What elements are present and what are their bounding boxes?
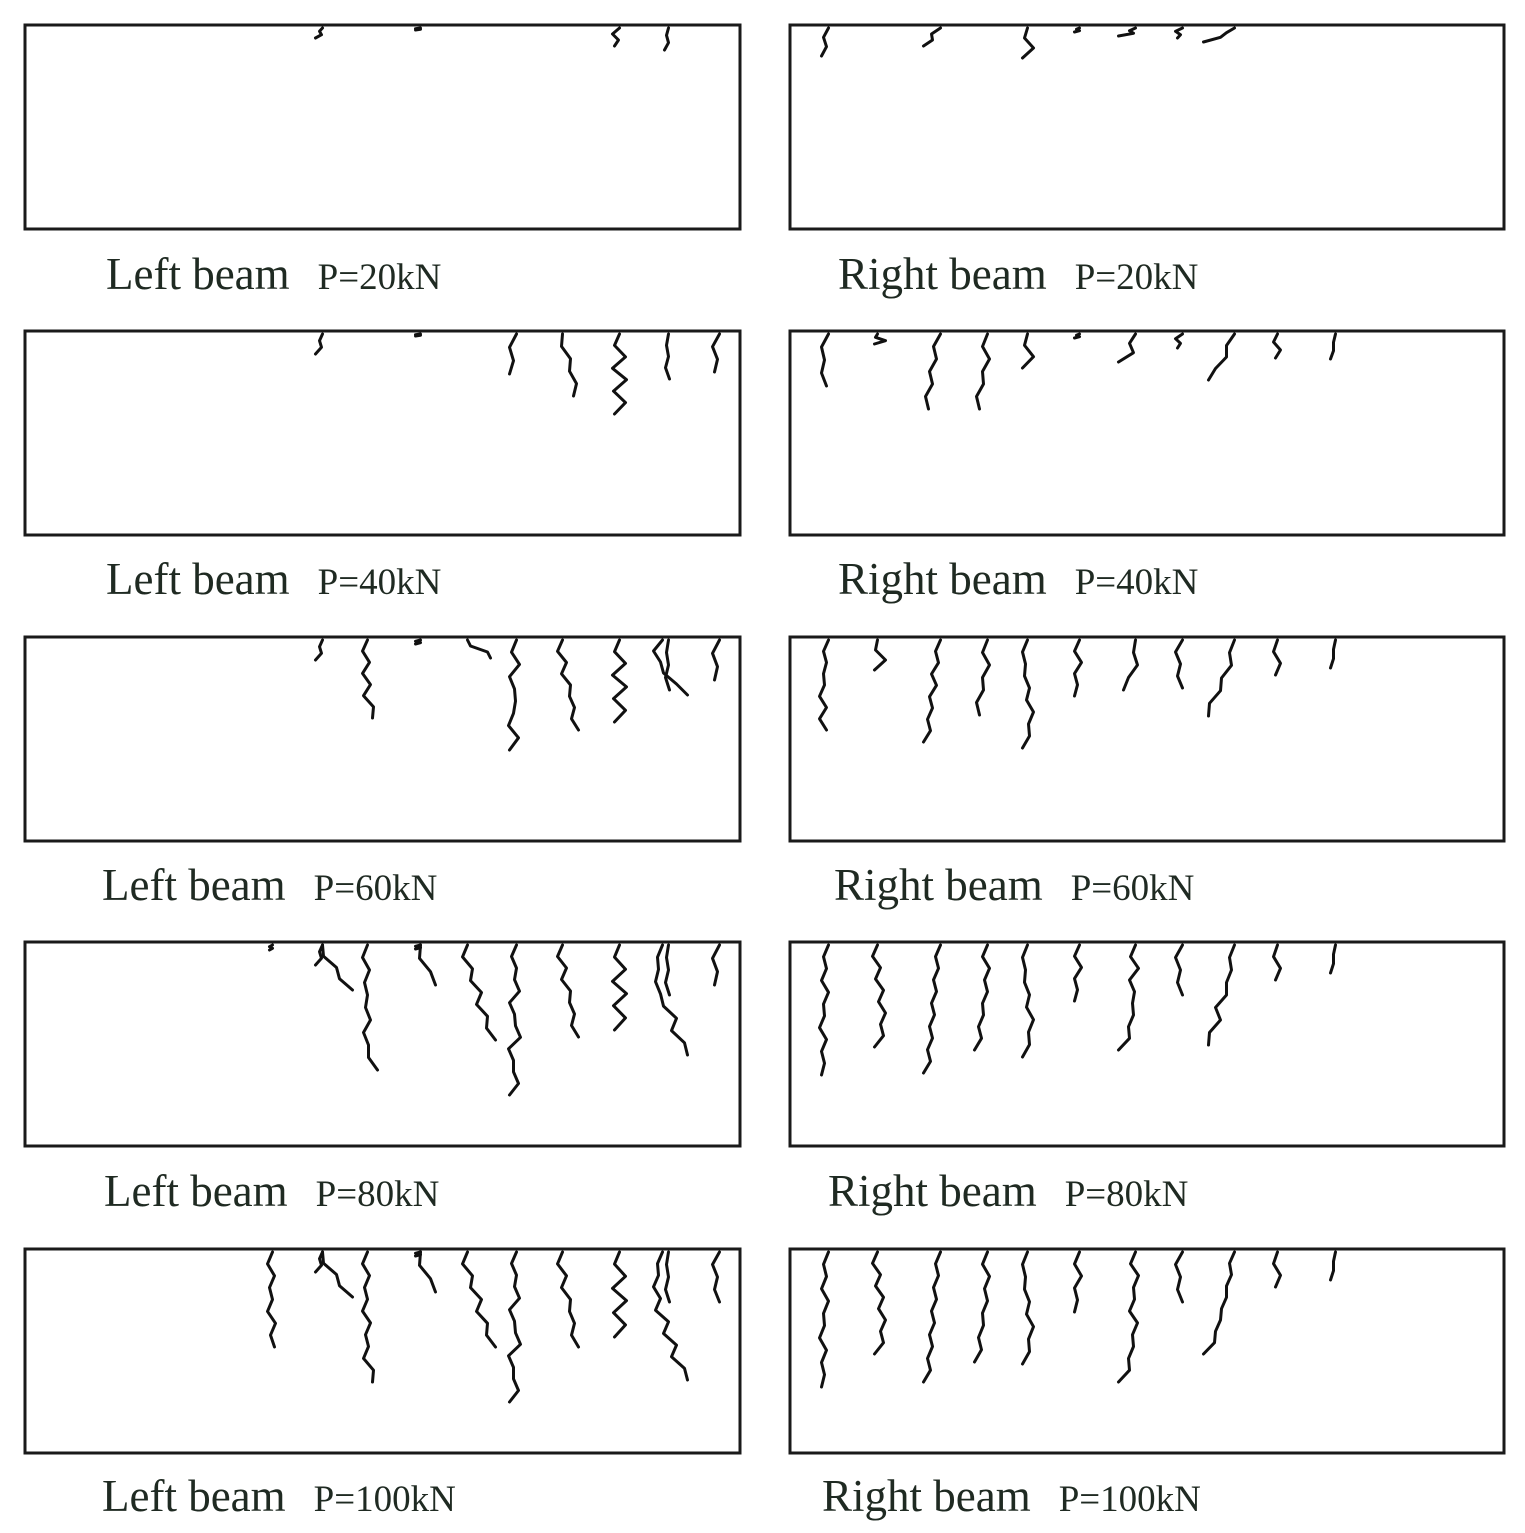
left-crack-1 <box>416 28 421 30</box>
beam-outline <box>25 331 740 535</box>
beam-outline <box>790 637 1504 841</box>
caption-left-100 <box>102 1470 456 1522</box>
caption-left-80 <box>104 1165 439 1217</box>
beam-label: Left beam <box>104 1166 288 1216</box>
caption-left-40 <box>106 553 441 605</box>
load-label: P=40kN <box>317 562 442 603</box>
load-label: P=80kN <box>315 1174 440 1215</box>
left-beam-40kN <box>25 331 740 535</box>
right-beam-40kN <box>790 331 1504 535</box>
right-beam-20kN <box>790 25 1504 229</box>
left-beam-60kN <box>25 637 740 841</box>
beam-label: Right beam <box>822 1471 1031 1521</box>
right-crack-3 <box>1075 334 1080 338</box>
left-crack-1 <box>416 334 421 336</box>
left-crack-1 <box>416 640 421 644</box>
load-label: P=60kN <box>313 868 438 909</box>
load-label: P=20kN <box>317 257 442 298</box>
caption-right-40 <box>838 553 1198 605</box>
beam-outline <box>790 331 1504 535</box>
caption-left-20 <box>106 248 441 300</box>
right-crack-3 <box>1075 28 1080 32</box>
right-beam-60kN <box>790 637 1504 841</box>
beam-outline <box>25 1249 740 1453</box>
beam-label: Right beam <box>838 554 1047 604</box>
load-label: P=40kN <box>1074 562 1199 603</box>
beam-outline <box>25 942 740 1146</box>
left-beam-20kN <box>25 25 740 229</box>
load-label: P=80kN <box>1064 1174 1189 1215</box>
load-label: P=20kN <box>1074 257 1199 298</box>
load-label: P=100kN <box>1058 1479 1201 1520</box>
left-beam-80kN <box>25 942 740 1146</box>
caption-right-20 <box>838 248 1198 300</box>
beam-outline <box>790 1249 1504 1453</box>
beam-outline <box>790 942 1504 1146</box>
beam-label: Right beam <box>828 1166 1037 1216</box>
beam-label: Right beam <box>838 249 1047 299</box>
beam-label: Left beam <box>102 860 286 910</box>
caption-left-60 <box>102 859 437 911</box>
left-beam-100kN <box>25 1249 740 1453</box>
right-beam-100kN <box>790 1249 1504 1453</box>
right-beam-80kN <box>790 942 1504 1146</box>
beam-outline <box>25 637 740 841</box>
left-crack-11 <box>270 945 273 950</box>
beam-label: Left beam <box>102 1471 286 1521</box>
load-label: P=100kN <box>313 1479 456 1520</box>
caption-right-60 <box>834 859 1194 911</box>
beam-outline <box>790 25 1504 229</box>
caption-right-80 <box>828 1165 1188 1217</box>
beam-outline <box>25 25 740 229</box>
beam-label: Left beam <box>106 249 290 299</box>
load-label: P=60kN <box>1070 868 1195 909</box>
beam-label: Left beam <box>106 554 290 604</box>
caption-right-100 <box>822 1470 1201 1522</box>
beam-label: Right beam <box>834 860 1043 910</box>
